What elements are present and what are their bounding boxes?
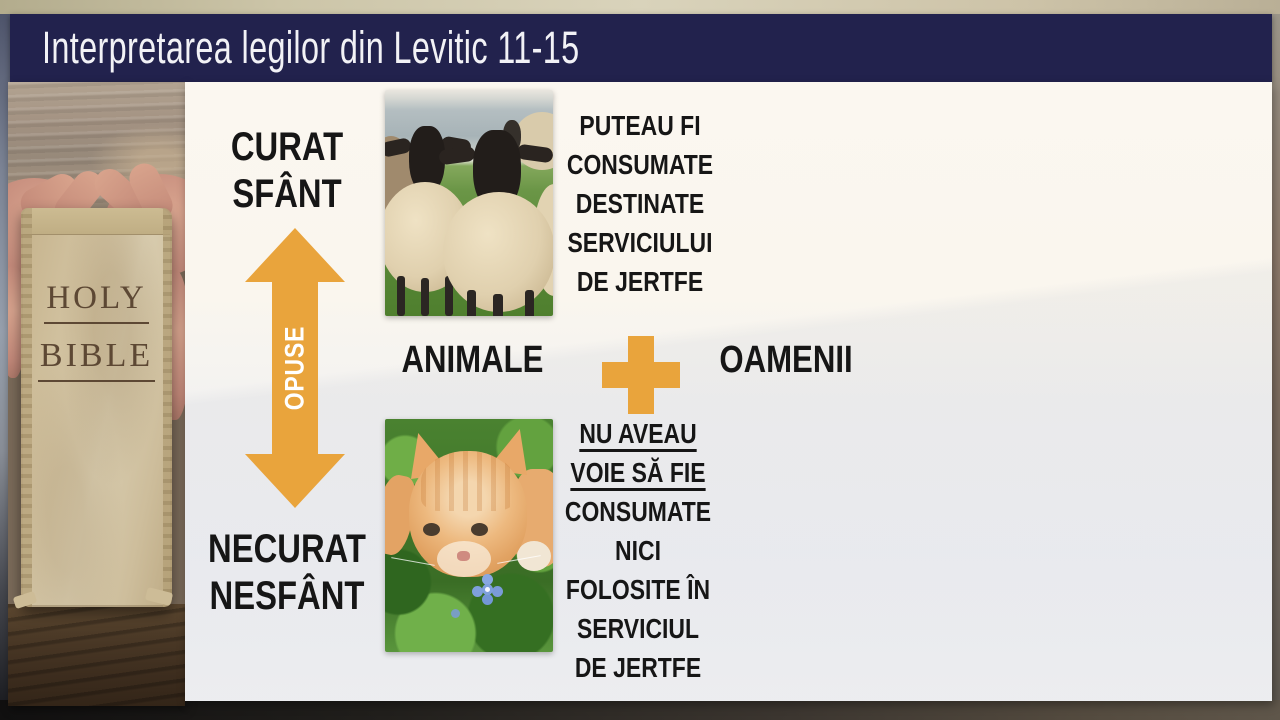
content-panel (185, 82, 1272, 701)
opposites-label: OPUSE (279, 325, 310, 411)
title-bar (10, 14, 1272, 82)
plus-icon (602, 336, 680, 414)
label-line: SFÂNT (232, 172, 342, 216)
text-line: DE JERTFE (576, 266, 704, 297)
book-title-bible: BIBLE (38, 337, 155, 382)
kitten-eye (471, 523, 488, 536)
sheep-leg (493, 294, 503, 316)
people-label: OAMENII (719, 339, 853, 381)
clean-holy-label (213, 124, 361, 218)
label-line: NESFÂNT (209, 574, 365, 618)
text-line: SERVICIULUI (567, 227, 713, 258)
text-line-underlined: VOIE SĂ FIE (570, 457, 706, 488)
text-line: FOLOSITE ÎN (565, 574, 711, 605)
book-frayed-edge (163, 208, 172, 607)
text-line: NICI (615, 535, 661, 566)
sheep-figure (445, 130, 553, 316)
unclean-rules-text (548, 414, 728, 687)
slide-title: Interpretarea legilor din Levitic 11-15 (42, 22, 580, 73)
sheep-leg (525, 290, 534, 316)
sheep-leg (397, 276, 405, 316)
text-line: PUTEAU FI (579, 110, 701, 141)
kitten-nose (457, 551, 470, 561)
kitten-eye (423, 523, 440, 536)
sheep-leg (421, 278, 429, 316)
wood-foreground (8, 604, 185, 706)
label-line: NECURAT (208, 527, 366, 571)
text-line: SERVICIUL (576, 613, 700, 644)
book-title (21, 280, 172, 382)
sheep-leg (467, 290, 476, 316)
animals-label: ANIMALE (401, 339, 544, 381)
text-line-underlined: NU AVEAU (579, 418, 697, 449)
sheep-ear (516, 144, 553, 164)
blue-flower-small (451, 609, 460, 618)
holy-bible-book (21, 208, 172, 607)
blue-flower (469, 571, 505, 607)
bible-photo (8, 82, 185, 706)
text-line: DESTINATE (575, 188, 705, 219)
text-line: CONSUMATE (566, 149, 714, 180)
book-title-holy: HOLY (44, 280, 148, 324)
background-bottom-strip (0, 700, 1280, 720)
label-line: CURAT (230, 125, 344, 169)
text-line: CONSUMATE (564, 496, 712, 527)
kitten-photo (385, 419, 553, 652)
opposites-double-arrow-icon (245, 228, 345, 508)
clean-rules-text (550, 106, 730, 301)
text-line: DE JERTFE (574, 652, 702, 683)
unclean-unholy-label (205, 526, 369, 620)
flower-center (485, 587, 490, 592)
sheep-photo (385, 90, 553, 316)
